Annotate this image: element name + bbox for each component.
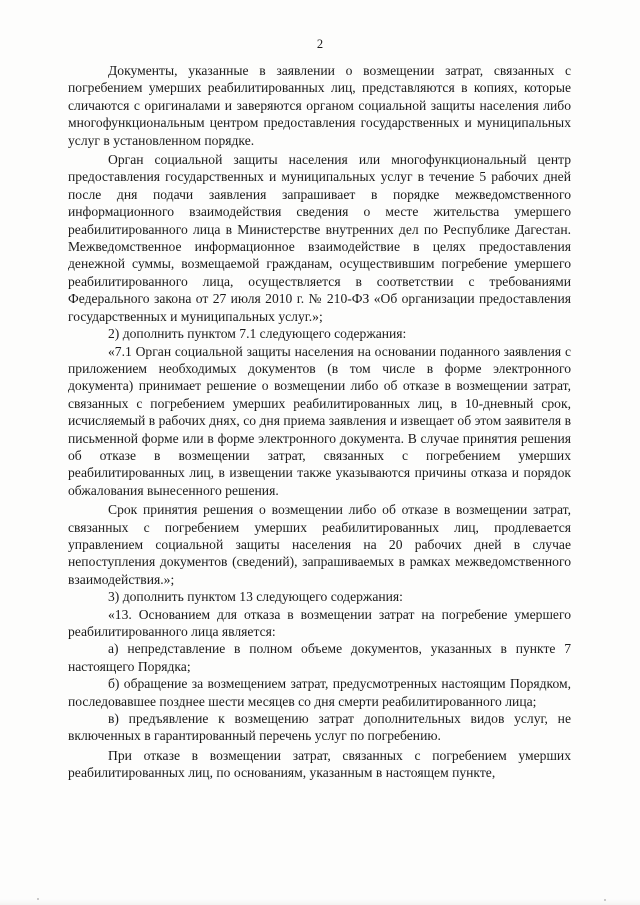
document-body	[68, 62, 571, 782]
paragraph-refusal-continuation: При отказе в возмещении затрат, связанных с погребением умерших реабилитированных лиц, по основаниям, указанным в настоящем пункте,	[68, 747, 571, 781]
list-item-v: в) предъявление к возмещению затрат дополнительных видов услуг, не включенных в гарантированный перечень услуг по погребению.	[68, 711, 571, 744]
scan-bottom-edge	[0, 899, 640, 905]
list-item-a: а) непредставление в полном объеме документов, указанных в пункте 7 настоящего Порядка;	[68, 641, 571, 674]
page-number: 2	[316, 37, 324, 51]
paragraph-amendment-2-intro: 2) дополнить пунктом 7.1 следующего содержания:	[108, 326, 407, 342]
paragraph-copies-certification: Документы, указанные в заявлении о возмещении затрат, связанных с погребением умерших реабилитированных лиц, представляются в копиях, которые сличаются с оригиналами и заверяются органом социальной защиты населения либо многофункциональным центром предоставления государственных и муниципальных услуг в установленном порядке.	[68, 63, 571, 148]
paragraph-decision-deadline: Срок принятия решения о возмещении либо об отказе в возмещении затрат, связанных с погребением умерших реабилитированных лиц, продлевается управлением социальной защиты населения на 20 рабочих дней в случае непоступления документов (сведений), запрашиваемых в рамках межведомственного взаимодействия.»;	[68, 502, 571, 587]
paragraph-clause-13: «13. Основанием для отказа в возмещении затрат на погребение умершего реабилитированного лица является:	[68, 606, 571, 639]
paragraph-amendment-3-intro: 3) дополнить пунктом 13 следующего содержания:	[108, 589, 403, 605]
paragraph-clause-7-1: «7.1 Орган социальной защиты населения на основании поданного заявления с приложением необходимых документов (в том числе в форме электронного документа) принимает решение о возмещении либо об отказе в возмещении затрат, связанных с погребением умерших реабилитированных лиц, в 10-дневный срок, исчисляемый в рабочих днях, со дня приема заявления и извещает об этом заявителя в письменной форме или в форме электронного документа. В случае принятия решения об отказе в возмещении затрат, связанных с погребением умерших реабилитированных лиц, в извещении также указываются причины отказа и порядок обжалования вынесенного решения.	[68, 343, 571, 498]
list-item-b: б) обращение за возмещением затрат, предусмотренных настоящим Порядком, последовавшее позднее шести месяцев со дня смерти реабилитированного лица;	[68, 676, 571, 709]
paragraph-interagency-request: Орган социальной защиты населения или многофункциональный центр предоставления государственных и муниципальных услуг в течение 5 рабочих дней после дня подачи заявления запрашивает в порядке межведомственного информационного взаимодействия сведения о месте жительства умершего реабилитированного лица в Министерстве внутренних дел по Республике Дагестан. Межведомственное информационное взаимодействие в целях предоставления денежной суммы, возмещаемой гражданам, осуществившим погребение умершего реабилитированного лица, осуществляется в соответствии с требованиями Федерального закона от 27 июля 2010 г. № 210-ФЗ «Об организации предоставления государственных и муниципальных услуг.»;	[68, 152, 571, 324]
